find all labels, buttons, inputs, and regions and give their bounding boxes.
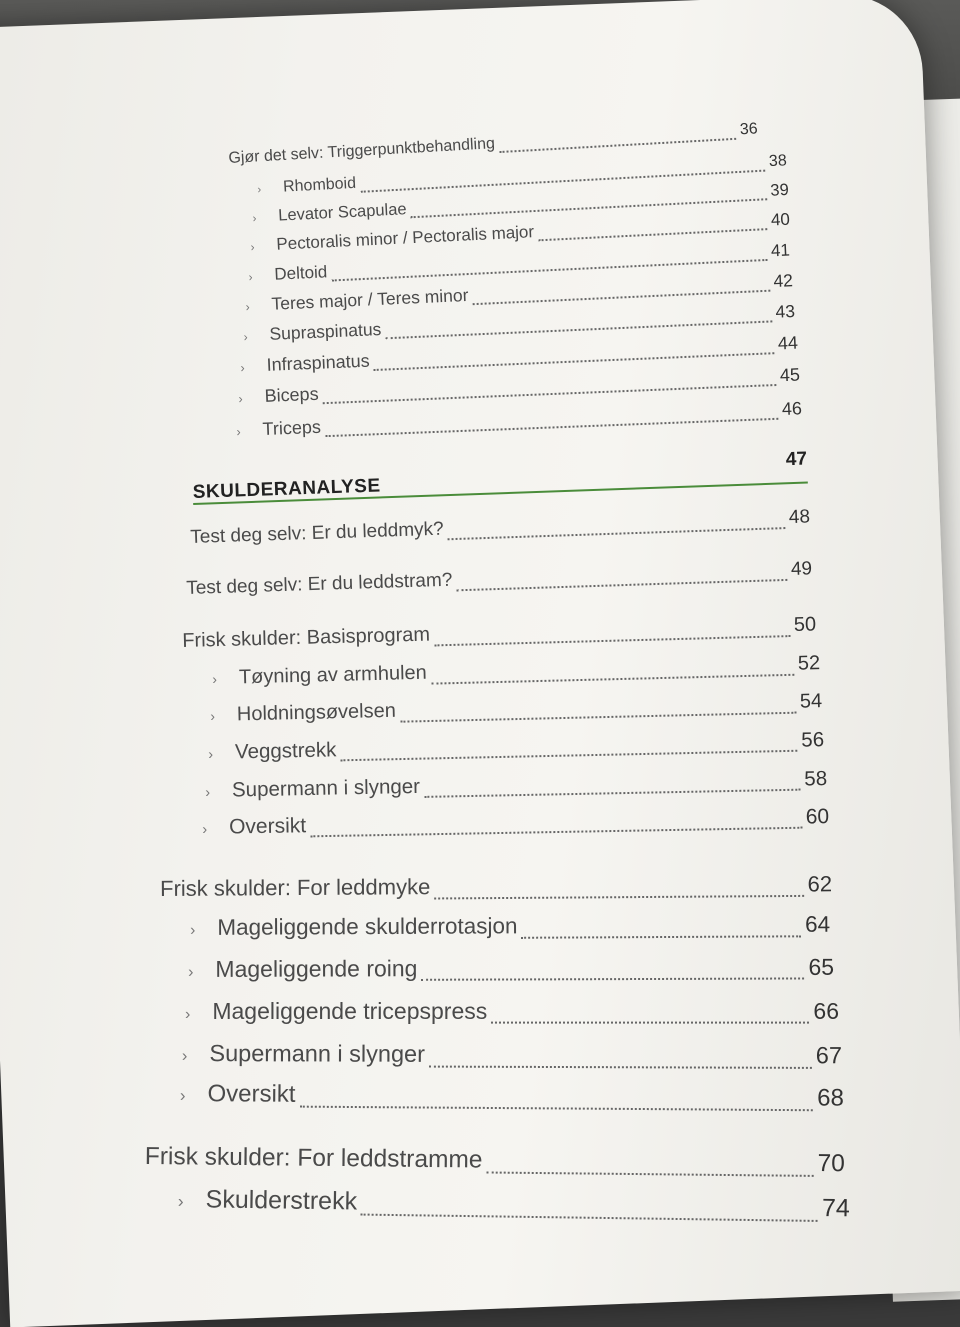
toc-entry <box>182 613 816 653</box>
toc-entry-label: Frisk skulder: For leddstramme <box>144 1143 483 1174</box>
toc-entry-label: Skulderstrekk <box>205 1185 358 1216</box>
toc-entry-page: 60 <box>805 805 830 829</box>
toc-entry-page: 42 <box>772 270 794 292</box>
toc-entry-label: Biceps <box>264 383 319 406</box>
section-title: SKULDERANALYSE <box>192 475 381 503</box>
toc-entry-page: 46 <box>781 398 803 420</box>
leader-dots <box>385 310 772 339</box>
toc-entry-label: Triceps <box>262 416 322 439</box>
toc-entry-page: 43 <box>775 300 796 322</box>
leader-dots <box>472 279 770 305</box>
toc-entry-page: 66 <box>813 998 839 1024</box>
toc-entry-label: Gjør det selv: Triggerpunktbehandling <box>228 135 496 167</box>
leader-dots <box>434 881 803 899</box>
leader-dots <box>340 738 797 762</box>
toc-entry-label: Veggstrekk <box>234 738 337 764</box>
chevron-right-icon: › <box>238 391 243 406</box>
chevron-right-icon: › <box>205 784 211 801</box>
leader-dots <box>521 922 801 939</box>
toc-entry-page: 41 <box>770 240 791 261</box>
toc-entry-page: 64 <box>804 911 831 937</box>
toc-entry-page: 68 <box>817 1084 844 1112</box>
toc-entry-label: Mageliggende roing <box>215 955 418 982</box>
chevron-right-icon: › <box>181 1047 188 1066</box>
chevron-right-icon: › <box>177 1190 184 1212</box>
leader-dots <box>373 341 774 371</box>
toc-entry <box>178 1185 850 1223</box>
chevron-right-icon: › <box>250 239 255 254</box>
leader-dots <box>499 128 737 153</box>
toc-entry <box>145 1143 845 1178</box>
chevron-right-icon: › <box>243 329 248 344</box>
toc-entry-label: Frisk skulder: Basisprogram <box>182 623 431 652</box>
toc-entry-page: 56 <box>801 728 825 752</box>
toc-entry-label: Teres major / Teres minor <box>271 284 469 314</box>
leader-dots <box>486 1157 813 1177</box>
toc-entry-page: 45 <box>779 364 801 386</box>
toc-entry <box>210 690 822 727</box>
chevron-right-icon: › <box>202 821 208 838</box>
chevron-right-icon: › <box>179 1085 186 1106</box>
toc-entry <box>186 558 812 600</box>
toc-entry-label: Mageliggende skulderrotasjon <box>217 913 518 940</box>
toc-entry-page: 38 <box>768 152 788 171</box>
toc-entry-label: Rhomboid <box>282 174 357 196</box>
toc-entry-page: 40 <box>770 209 791 230</box>
chevron-right-icon: › <box>252 212 257 225</box>
chevron-right-icon: › <box>208 746 214 763</box>
toc-entry-page: 70 <box>817 1150 845 1178</box>
toc-entry <box>182 1040 842 1069</box>
toc-entry <box>208 728 824 765</box>
chevron-right-icon: › <box>248 269 253 284</box>
toc-entry <box>185 998 839 1025</box>
leader-dots <box>322 373 776 404</box>
toc-entry-label: Test deg selv: Er du leddstram? <box>186 569 453 599</box>
toc-entry-page: 65 <box>808 953 835 980</box>
leader-dots <box>448 515 786 540</box>
chevron-right-icon: › <box>245 299 250 314</box>
chevron-right-icon: › <box>210 707 216 724</box>
toc-entry-page: 49 <box>790 558 813 580</box>
toc-entry <box>202 805 829 840</box>
toc-entry-page: 74 <box>821 1193 850 1223</box>
toc-entry-page: 50 <box>793 613 817 636</box>
toc-entry-label: Infraspinatus <box>266 350 370 375</box>
leader-dots <box>400 699 796 722</box>
toc-entry <box>188 954 834 983</box>
leader-dots <box>434 623 790 646</box>
toc-entry-label: Holdningsøvelsen <box>236 699 397 726</box>
toc-entry-page: 62 <box>807 871 833 897</box>
toc-entry-page: 44 <box>777 332 799 354</box>
toc-entry-label: Oversikt <box>207 1080 296 1108</box>
chevron-right-icon: › <box>212 670 218 687</box>
toc-entry-label: Deltoid <box>273 262 328 284</box>
toc-entry-page: 67 <box>815 1042 842 1069</box>
toc-entry <box>205 767 827 803</box>
toc-entry <box>212 652 820 690</box>
leader-dots <box>429 1051 812 1068</box>
toc-entry <box>180 1080 844 1113</box>
leader-dots <box>325 407 779 437</box>
leader-dots <box>456 567 787 591</box>
toc-entry <box>160 871 832 902</box>
leader-dots <box>491 1008 809 1024</box>
toc-entry-label: Tøyning av armhulen <box>238 661 428 689</box>
toc-entry-page: 54 <box>799 690 823 713</box>
toc-entry-label: Supraspinatus <box>269 318 382 344</box>
toc-entry-label: Supermann i slynger <box>231 774 421 802</box>
chevron-right-icon: › <box>236 424 241 439</box>
toc-entry-label: Levator Scapulae <box>277 200 408 225</box>
leader-dots <box>538 218 768 241</box>
section-heading <box>192 449 808 510</box>
leader-dots <box>421 964 804 981</box>
chevron-right-icon: › <box>240 360 245 375</box>
leader-dots <box>310 814 802 837</box>
toc-entry-page: 58 <box>804 767 828 791</box>
toc-entry-page: 36 <box>739 120 759 139</box>
chevron-right-icon: › <box>190 921 196 939</box>
leader-dots <box>361 1199 818 1222</box>
toc-entry-page: 52 <box>797 652 821 675</box>
leader-dots <box>431 661 794 684</box>
toc-entry-label: Oversikt <box>228 814 307 839</box>
toc-entry-label: Supermann i slynger <box>209 1040 426 1067</box>
leader-dots <box>424 777 801 799</box>
leader-dots <box>299 1091 813 1111</box>
toc-entry-label: Pectoralis minor / Pectoralis major <box>275 222 535 254</box>
section-page-number: 47 <box>785 448 808 471</box>
toc-entry-label: Test deg selv: Er du leddmyk? <box>190 518 445 548</box>
toc-entry-page: 39 <box>769 180 790 200</box>
toc-entry-label: Mageliggende tricepspress <box>212 998 488 1024</box>
toc-entry <box>190 912 830 941</box>
chevron-right-icon: › <box>188 962 194 981</box>
toc-entry-page: 48 <box>788 506 811 529</box>
chevron-right-icon: › <box>257 183 262 196</box>
toc-entry <box>190 506 810 549</box>
toc-entry-label: Frisk skulder: For leddmyke <box>160 874 431 901</box>
chevron-right-icon: › <box>185 1005 191 1023</box>
